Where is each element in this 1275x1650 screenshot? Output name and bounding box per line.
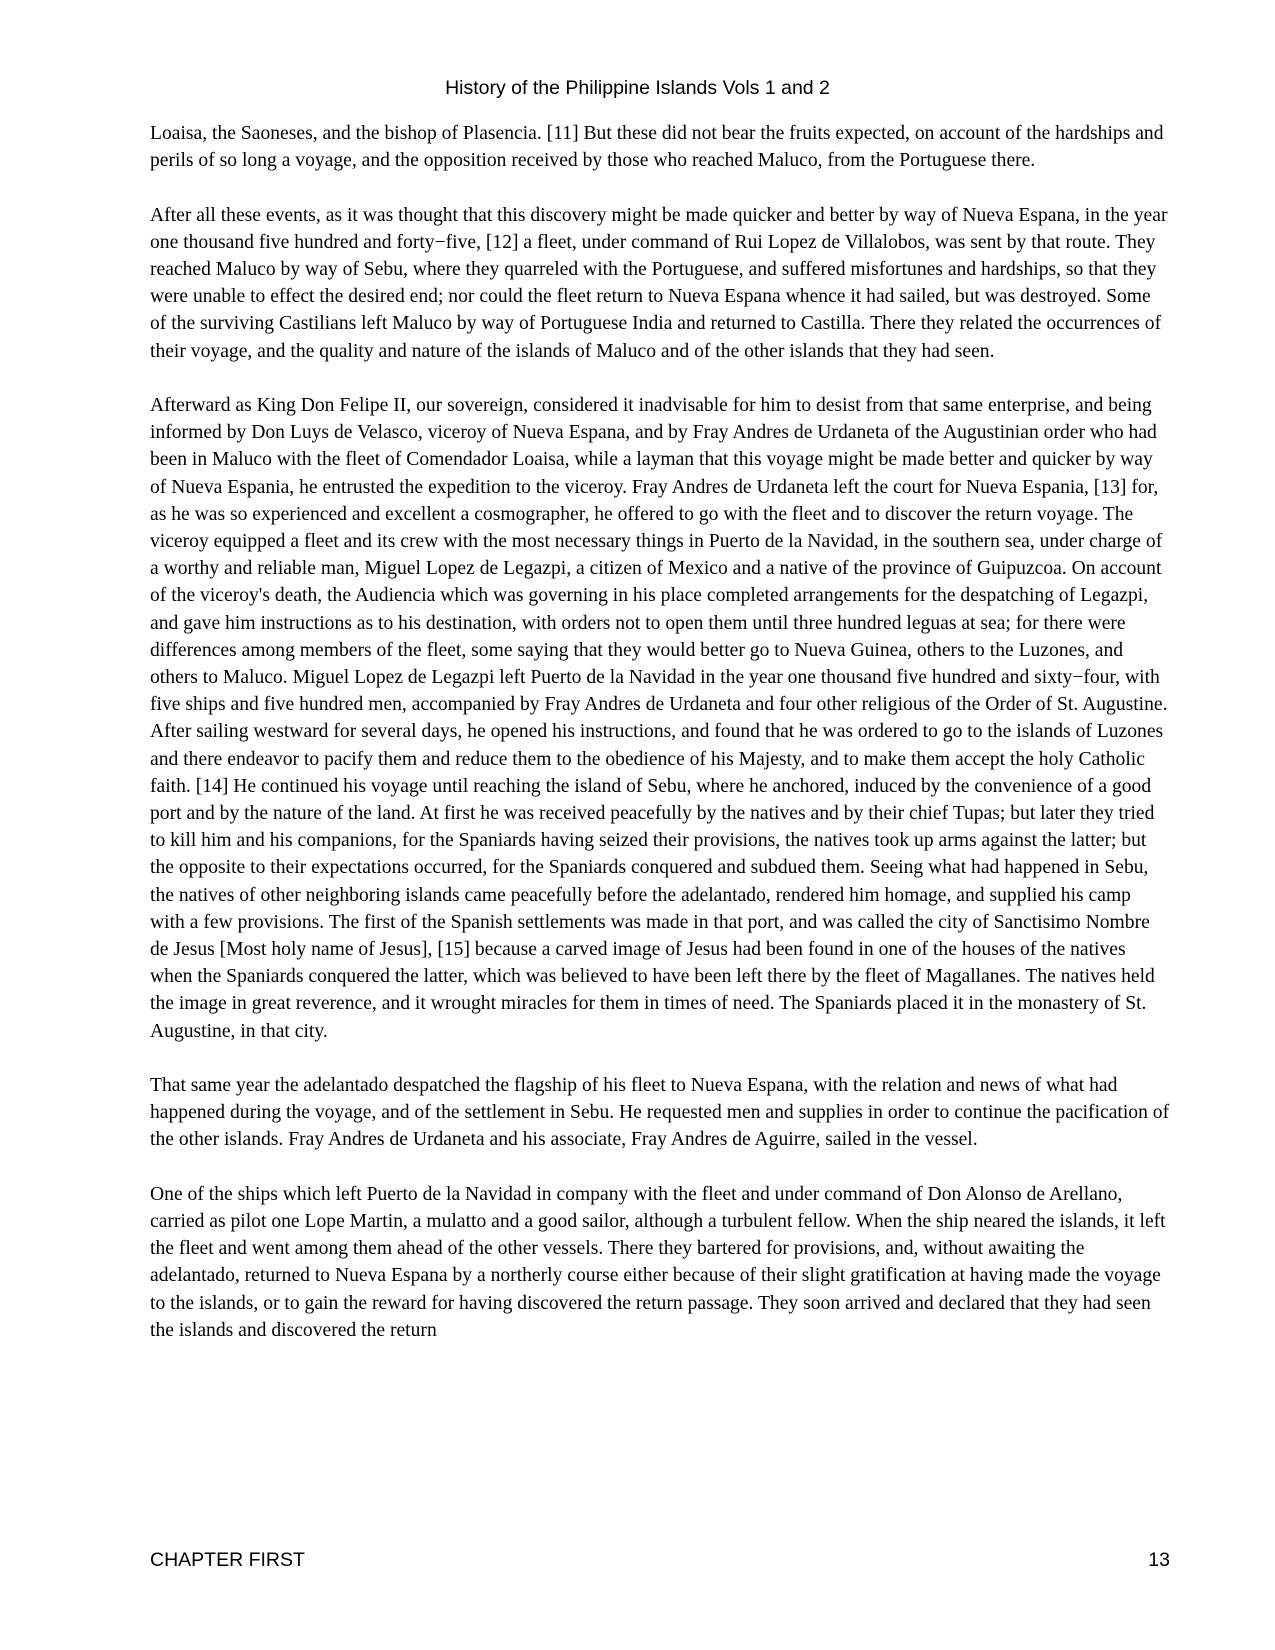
- running-footer: [150, 1548, 1170, 1572]
- paragraph: After all these events, as it was thought that this discovery might be made quicker and better by way of Nueva Espana, in the year one thousand five hundred and forty−five, [12] a fleet, under command of Rui Lopez de Villalobos, was sent by that route. They reached Maluco by way of Sebu, where they quarreled with the Portuguese, and suffered misfortunes and hardships, so that they were unable to effect the desired end; nor could the fleet return to Nueva Espana whence it had sailed, but was destroyed. Some of the surviving Castilians left Maluco by way of Portuguese India and returned to Castilla. There they related the occurrences of their voyage, and the quality and nature of the islands of Maluco and of the other islands that they had seen.: [150, 204, 1168, 362]
- paragraph: One of the ships which left Puerto de la Navidad in company with the fleet and under command of Don Alonso de Arellano, carried as pilot one Lope Martin, a mulatto and a good sailor, although a turbulent fellow. When the ship neared the islands, it left the fleet and went among them ahead of the other vessels. There they bartered for provisions, and, without awaiting the adelantado, returned to Nueva Espana by a northerly course either because of their slight gratification at having made the voyage to the islands, or to gain the reward for having discovered the return passage. They soon arrived and declared that they had seen the islands and discovered the return: [150, 1183, 1166, 1341]
- footer-chapter-title: CHAPTER FIRST: [150, 1549, 305, 1571]
- running-header: History of the Philippine Islands Vols 1 and 2: [445, 77, 830, 99]
- paragraph: Loaisa, the Saoneses, and the bishop of Plasencia. [11] But these did not bear the fruits expected, on account of the hardships and perils of so long a voyage, and the opposition received by those who reached Maluco, from the Portuguese there.: [150, 123, 1164, 172]
- paragraph: Afterward as King Don Felipe II, our sovereign, considered it inadvisable for him to desist from that same enterprise, and being informed by Don Luys de Velasco, viceroy of Nueva Espana, and by Fray Andres de Urdaneta of the Augustinian order who had been in Maluco with the fleet of Comendador Loaisa, while a layman that this voyage might be made better and quicker by way of Nueva Espania, he entrusted the expedition to the viceroy. Fray Andres de Urdaneta left the court for Nueva Espania, [13] for, as he was so experienced and excellent a cosmographer, he offered to go with the fleet and to discover the return voyage. The viceroy equipped a fleet and its crew with the most necessary things in Puerto de la Navidad, in the southern sea, under charge of a worthy and reliable man, Miguel Lopez de Legazpi, a citizen of Mexico and a native of the province of Guipuzcoa. On account of the viceroy's death, the Audiencia which was governing in his place completed arrangements for the despatching of Legazpi, and gave him instructions as to his destination, with orders not to open them until three hundred leguas at sea; for there were differences among members of the fleet, some saying that they would better go to Nueva Guinea, others to the Luzones, and others to Maluco. Miguel Lopez de Legazpi left Puerto de la Navidad in the year one thousand five hundred and sixty−four, with five ships and five hundred men, accompanied by Fray Andres de Urdaneta and four other religious of the Order of St. Augustine. After sailing westward for several days, he opened his instructions, and found that he was ordered to go to the islands of Luzones and there endeavor to pacify them and reduce them to the obedience of his Majesty, and to make them accept the holy Catholic faith. [14] He continued his voyage until reaching the island of Sebu, where he anchored, induced by the convenience of a good port and by the nature of the land. At first he was received peacefully by the natives and by their chief Tupas; but later they tried to kill him and his companions, for the Spaniards having seized their provisions, the natives took up arms against the latter; but the opposite to their expectations occurred, for the Spaniards conquered and subdued them. Seeing what had happened in Sebu, the natives of other neighboring islands came peacefully before the adelantado, rendered him homage, and supplied his camp with a few provisions. The first of the Spanish settlements was made in that port, and was called the city of Sanctisimo Nombre de Jesus [Most holy name of Jesus], [15] because a carved image of Jesus had been found in one of the houses of the natives when the Spaniards conquered the latter, which was believed to have been left there by the fleet of Magallanes. The natives held the image in great reverence, and it wrought miracles for them in times of need. The Spaniards placed it in the monastery of St. Augustine, in that city.: [150, 395, 1168, 1042]
- body-text: [150, 120, 1170, 1371]
- footer-page-number: 13: [1148, 1549, 1170, 1571]
- paragraph: That same year the adelantado despatched the flagship of his fleet to Nueva Espana, with the relation and news of what had happened during the voyage, and of the settlement in Sebu. He requested men and supplies in order to continue the pacification of the other islands. Fray Andres de Urdaneta and his associate, Fray Andres de Aguirre, sailed in the vessel.: [150, 1075, 1170, 1151]
